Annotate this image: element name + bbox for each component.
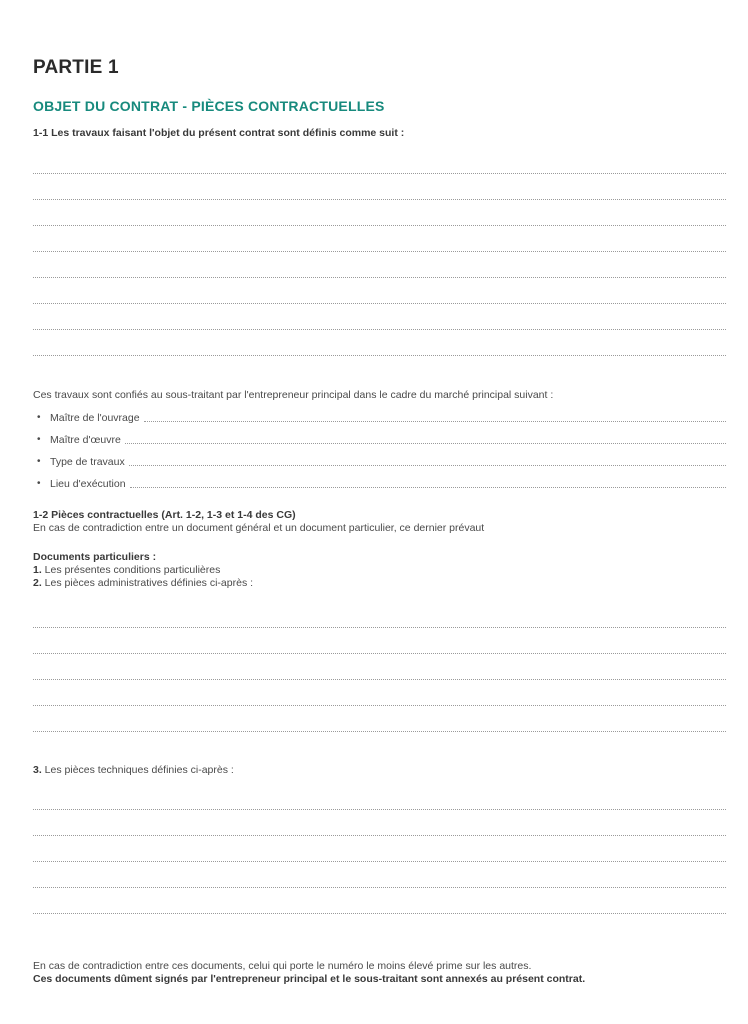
fill-line[interactable] bbox=[33, 705, 726, 706]
precedence-note: En cas de contradiction entre un document général et un document particulier, ce dernier prévaut bbox=[33, 522, 485, 534]
doc-text: Les pièces techniques définies ci-après : bbox=[41, 764, 234, 776]
doc-number: 1. bbox=[33, 564, 42, 576]
bullet-icon: • bbox=[37, 478, 41, 489]
docs-heading: Documents particuliers : bbox=[33, 551, 157, 563]
fill-line[interactable] bbox=[33, 173, 726, 174]
fill-line[interactable] bbox=[33, 199, 726, 200]
fill-line[interactable] bbox=[33, 861, 726, 862]
doc-number: 3. bbox=[33, 764, 42, 776]
fill-line[interactable] bbox=[33, 627, 726, 628]
section-title: OBJET DU CONTRAT - PIÈCES CONTRACTUELLES bbox=[33, 98, 385, 114]
fill-line[interactable] bbox=[33, 329, 726, 330]
field-type-travaux[interactable] bbox=[37, 454, 726, 468]
fill-line[interactable] bbox=[33, 251, 726, 252]
fill-line[interactable] bbox=[33, 225, 726, 226]
footer-annex-note: Ces documents dûment signés par l'entrepreneur principal et le sous-traitant sont annexés au présent contrat. bbox=[33, 973, 586, 985]
bullet-icon: • bbox=[37, 456, 41, 467]
fill-line[interactable] bbox=[144, 421, 726, 422]
field-label: Type de travaux bbox=[50, 456, 125, 468]
doc-item-1 bbox=[33, 564, 220, 576]
footer-precedence: En cas de contradiction entre ces documents, celui qui porte le numéro le moins élevé prime sur les autres. bbox=[33, 960, 532, 972]
field-maitre-ouvrage[interactable] bbox=[37, 410, 726, 424]
field-lieu-execution[interactable] bbox=[37, 476, 726, 490]
fill-line[interactable] bbox=[33, 277, 726, 278]
doc-item-3 bbox=[33, 764, 234, 776]
fill-line[interactable] bbox=[33, 809, 726, 810]
field-maitre-oeuvre[interactable] bbox=[37, 432, 726, 446]
field-label: Maître d'œuvre bbox=[50, 434, 121, 446]
fill-line[interactable] bbox=[33, 913, 726, 914]
doc-text: Les présentes conditions particulières bbox=[41, 564, 221, 576]
doc-text: Les pièces administratives définies ci-après : bbox=[41, 577, 254, 589]
fill-line[interactable] bbox=[33, 887, 726, 888]
doc-number: 2. bbox=[33, 577, 42, 589]
field-label: Maître de l'ouvrage bbox=[50, 412, 140, 424]
part-title: PARTIE 1 bbox=[33, 57, 119, 78]
fill-line[interactable] bbox=[33, 303, 726, 304]
fill-line[interactable] bbox=[33, 355, 726, 356]
fill-line[interactable] bbox=[33, 835, 726, 836]
section-1-2-heading: 1-2 Pièces contractuelles (Art. 1-2, 1-3 et 1-4 des CG) bbox=[33, 509, 296, 521]
fill-line[interactable] bbox=[33, 679, 726, 680]
fill-line[interactable] bbox=[125, 443, 726, 444]
bullet-icon: • bbox=[37, 412, 41, 423]
fill-line[interactable] bbox=[33, 731, 726, 732]
main-contract-intro: Ces travaux sont confiés au sous-traitant par l'entrepreneur principal dans le cadre du marché principal suivant : bbox=[33, 389, 554, 401]
field-label: Lieu d'exécution bbox=[50, 478, 126, 490]
fill-line[interactable] bbox=[130, 487, 726, 488]
section-1-1-heading: 1-1 Les travaux faisant l'objet du présent contrat sont définis comme suit : bbox=[33, 127, 405, 139]
bullet-icon: • bbox=[37, 434, 41, 445]
fill-line[interactable] bbox=[33, 653, 726, 654]
doc-item-2 bbox=[33, 577, 253, 589]
fill-line[interactable] bbox=[129, 465, 726, 466]
